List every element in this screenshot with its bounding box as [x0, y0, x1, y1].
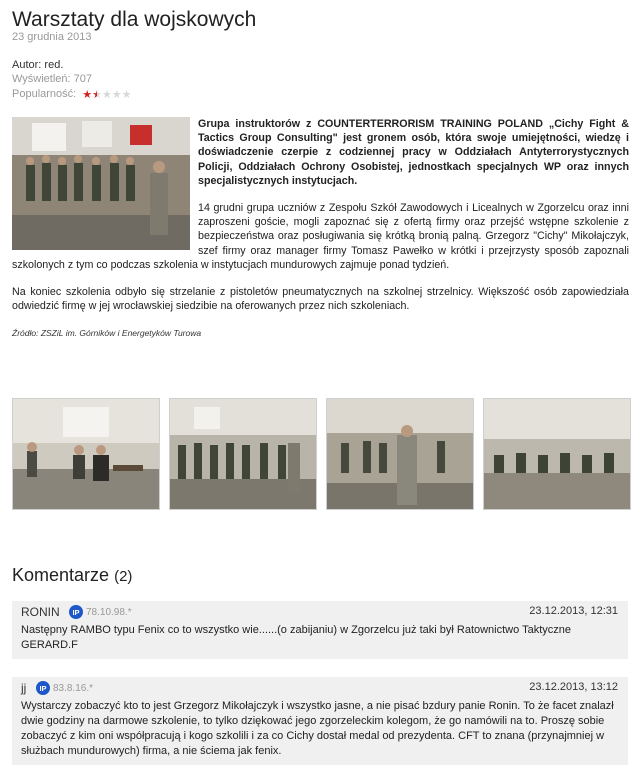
star-icon: ★: [82, 89, 93, 101]
author-value: red.: [44, 59, 64, 71]
views-label: Wyświetleń:: [12, 73, 71, 85]
author-label: Autor:: [12, 59, 42, 71]
comments-count: (2): [114, 568, 133, 585]
comment-author: RONIN: [21, 605, 60, 619]
views-line: [12, 73, 92, 85]
comment-text: Wystarczy zobaczyć kto to jest Grzegorz Mikołajczyk i wszystko jasne, a nie pisać bzdury panie Ronin. To że facet znalazł dwie godziny na darmowe szkolenie, to tylko dziękować jego zgorzeleckim kolegom, że go namówili na to. Proszę sobie zobaczyć z kim oni współpracują i kogo szkolili i za co Cichy dostał medal od prezydenta. CFT to znana (przynajmniej w służbach mundurowych) firma, a nie ściema jak fenix.: [21, 700, 614, 757]
comments-title: Komentarze: [12, 565, 110, 585]
popularity-rating: [82, 88, 131, 101]
views-value: 707: [73, 73, 93, 85]
gallery-thumbnail[interactable]: [12, 398, 160, 510]
ip-icon: IP: [69, 605, 83, 619]
article-lead: Grupa instruktorów z COUNTERTERRORISM TRAINING POLAND „Cichy Fight & Tactics Group Consulting" jest gronem osób, która swoje umiejętności, wiedzę i doświadczenie czerpie z codziennej pracy w Oddziałach Antyterrorystycznych Policji, Oddziałach Ochrony Osobistej, jednostkach specjalnych WP oraz innych specjalistycznych instytucjach.: [198, 118, 629, 187]
comment-author: jj: [21, 681, 27, 695]
ip-icon: IP: [36, 681, 50, 695]
gallery-thumbnail[interactable]: [326, 398, 474, 510]
author-line: [12, 59, 63, 71]
comment-text: Następny RAMBO typu Fenix co to wszystko wie......(o zabijaniu) w Zgorzelcu już taki był Ratownictwo Taktyczne GERARD.F: [21, 624, 572, 651]
popularity-line: [12, 88, 132, 101]
article-source: Źródło: ZSZiL im. Górników i Energetyków Turowa: [12, 328, 202, 339]
popularity-label: Popularność:: [12, 88, 77, 100]
comment-ip: [69, 605, 132, 619]
comment-ip: [36, 681, 93, 695]
comment-date: 23.12.2013, 12:31: [529, 605, 618, 617]
article-title: Warsztaty dla wojskowych: [12, 8, 257, 31]
gallery-thumbnail[interactable]: [169, 398, 317, 510]
gallery-thumbnail[interactable]: [483, 398, 631, 510]
star-icon: ★: [92, 89, 103, 101]
article-paragraph: Na koniec szkolenia odbyło się strzelanie z pistoletów pneumatycznych na szkolnej strzelnicy. Większość osób zapowiedziała odwiedzić firmę w jej wrocławskiej siedzibie na oferowanych przez nich szkoleniach.: [12, 286, 629, 313]
star-icon: ★: [111, 89, 122, 101]
article-paragraph: 14 grudni grupa uczniów z Zespołu Szkół Zawodowych i Licealnych w Zgorzelcu oraz inni zaproszeni goście, mogli zapoznać się z ofertą firmy oraz przejść wstępne szkolenie z bezpieczeństwa oraz posługiwania się krótką bronią palną. Grzegorz "Cichy" Mikołajczyk, szef firmy oraz manager firmy Tomasz Pawełko w krótki i przejrzysty sposób zapoznali szkolonych z tym co podczas szkolenia w instytucjach mundurowych zajmuje ponad tydzień.: [12, 202, 629, 271]
article-body: [12, 117, 629, 354]
comment-date: 23.12.2013, 13:12: [529, 681, 618, 693]
comment: [12, 601, 628, 659]
comment: [12, 677, 628, 765]
comments-heading: [12, 565, 132, 586]
comment-ip-value: 78.10.98.*: [86, 606, 132, 618]
article-date: 23 grudnia 2013: [12, 31, 92, 43]
star-icon: ★: [121, 89, 132, 101]
star-icon: ★: [102, 89, 112, 101]
comment-ip-value: 83.8.16.*: [53, 682, 94, 694]
